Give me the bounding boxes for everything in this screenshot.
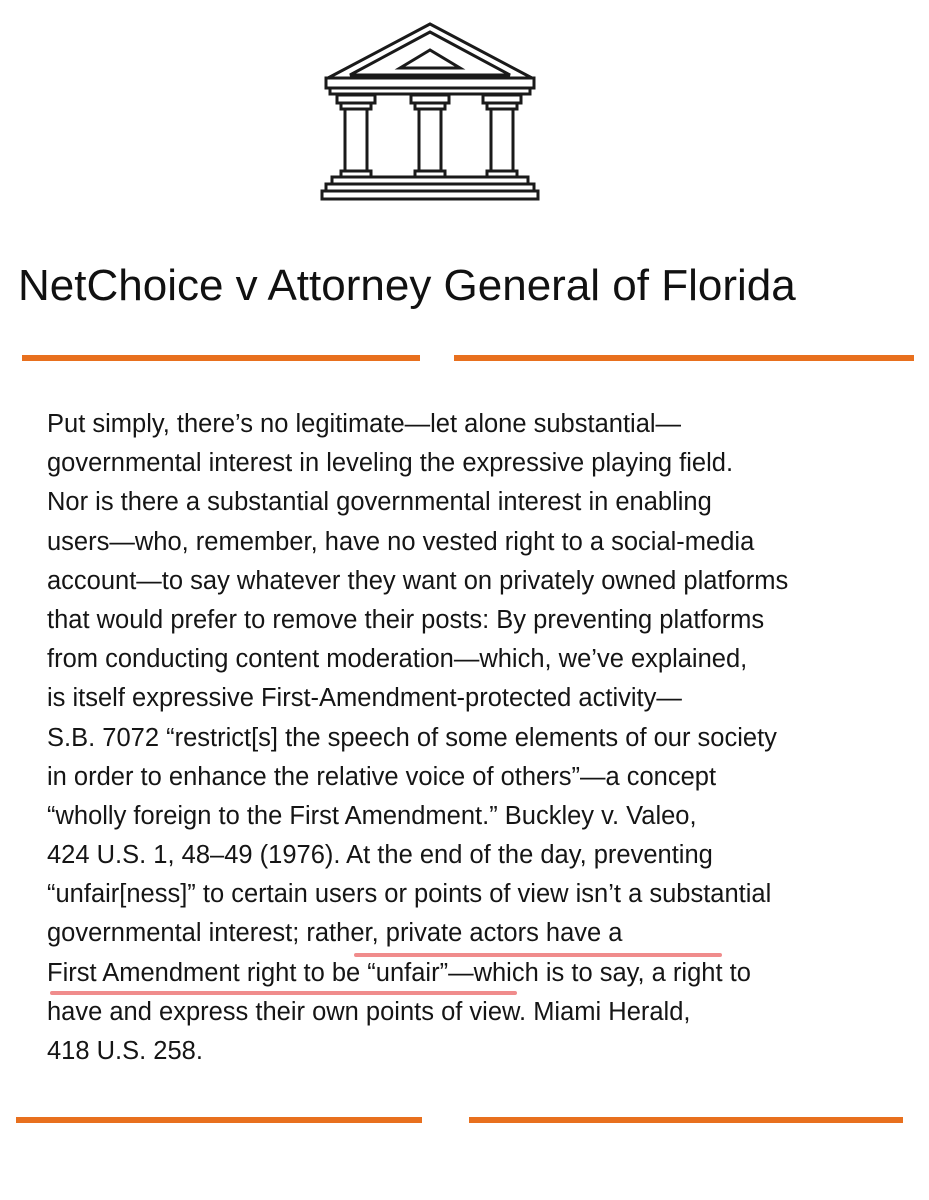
page-title: NetChoice v Attorney General of Florida bbox=[18, 261, 796, 310]
quote-line: “unfair[ness]” to certain users or points of view isn’t a substantial bbox=[47, 880, 772, 909]
highlight-underline-rather-private-actors bbox=[354, 953, 722, 957]
quote-line: 424 U.S. 1, 48–49 (1976). At the end of the day, preventing bbox=[47, 841, 713, 870]
quote-line: is itself expressive First-Amendment-protected activity— bbox=[47, 684, 682, 713]
quote-line: Nor is there a substantial governmental interest in enabling bbox=[47, 488, 712, 517]
quote-line: governmental interest; rather, private actors have a bbox=[47, 919, 623, 948]
quote-line: users—who, remember, have no vested right to a social-media bbox=[47, 527, 755, 556]
quote-line: Put simply, there’s no legitimate—let alone substantial— bbox=[47, 410, 682, 438]
quote-line: have and express their own points of view. Miami Herald, bbox=[47, 997, 691, 1026]
highlight-underline-first-amendment-right bbox=[50, 991, 517, 995]
quote-line: in order to enhance the relative voice of others”—a concept bbox=[47, 762, 717, 791]
courthouse-icon bbox=[320, 20, 540, 205]
quote-line: S.B. 7072 “restrict[s] the speech of some elements of our society bbox=[47, 723, 777, 752]
quote-line: governmental interest in leveling the expressive playing field. bbox=[47, 449, 734, 478]
quote-line: “wholly foreign to the First Amendment.” Buckley v. Valeo, bbox=[47, 801, 697, 830]
top-right-divider bbox=[454, 355, 914, 361]
quote-line: that would prefer to remove their posts: By preventing platforms bbox=[47, 605, 765, 634]
top-left-divider bbox=[22, 355, 420, 361]
quote-line: account—to say whatever they want on privately owned platforms bbox=[47, 566, 789, 595]
quote-line: First Amendment right to be “unfair”—which is to say, a right to bbox=[47, 958, 751, 987]
court-opinion-quote bbox=[47, 405, 917, 1071]
bottom-right-divider bbox=[469, 1117, 903, 1123]
quote-line: 418 U.S. 258. bbox=[47, 1037, 203, 1065]
quote-line: from conducting content moderation—which, we’ve explained, bbox=[47, 645, 748, 674]
bottom-left-divider bbox=[16, 1117, 422, 1123]
